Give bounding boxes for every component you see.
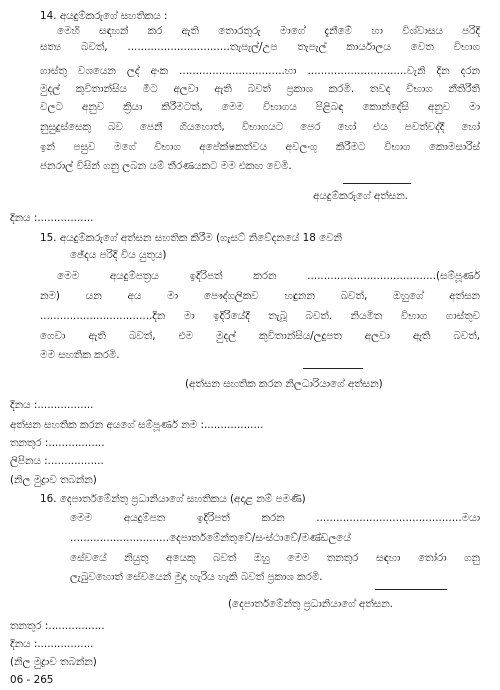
text-line: නුසුදුස්සෙකු බව පෙනී ගියහොත්, විභාගයට පෙර හෝ එය පවත්වද්දී හෝ [40,121,480,133]
section-14-text [57,25,480,38]
full-name-field: අත්සන සහතික කරන අයගේ සම්පූර්ණ නම :.................. [10,419,264,431]
text-line: මෙහි සඳහන් කර ඇති තොරතුරු මාගේ දැනීමේ හා විශ්වාසය පරිදි [57,25,480,37]
official-stamp-note: (නිල මුද්‍රාව තබන්න) [10,474,97,486]
text-line: ජනරාල් විසින් ගනු ලබන යම් තීරණයකට මම එකඟ වෙමි. [40,160,292,172]
text-line: සේවයේ නියුතු අයෙකු බවත් ඔහු මෙම තනතුර සඳහා තෝරා ගනු [70,552,480,564]
designation-field: තනතුර :................. [10,437,105,449]
signature-caption: අයදුම්කරුගේ අත්සන. [313,190,408,202]
official-stamp-note: (නිල මුද්‍රාව තබන්න) [10,656,97,668]
text-line: මුදල් කුවිතාන්සිය මීට අලවා ඇති බවත් ප්‍රකාශ කරමි. තවද විභාග නීතිරීති [40,83,480,95]
date-field: දිනය :................. [10,399,94,411]
text-line: මම සහතික කරමි. [40,349,120,361]
date-field: දිනය :................. [10,638,94,650]
section-15-heading-cont: ඡේදය පරිදි විය යුතුය) [70,249,167,261]
text-line: ගෙවා ඇති බවත්, එම මුදල් කුවිතාන්සිය/ලදුපත අලවා ඇති බවත්, [40,330,480,342]
text-line: ඉන් පසුව මගේ විභාග අපේක්ෂකත්වය අවලංගු කිරීමට විභාග කොමසාරිස් [40,141,480,153]
signature-line [303,368,363,369]
address-field: ලිපිනය :................. [10,455,104,467]
text-line: මෙම අයදුම්පත ඉදිරිපත් කරන ............................................මයා [70,512,480,524]
text-line: ගාස්තු වශයෙන ලද් අංක ................................හා ..............................වැනි දින දරන [40,65,480,77]
signature-caption: (දෙපාර්තමේන්තු ප්‍රධානියාගේ අත්සන. [228,598,393,610]
text-line: ..................................දින මා ඉදිරියේදී තැබූ බවත්. නියමිත විභාග ගාස්තුව [40,310,480,322]
signature-line [375,589,447,590]
text-line: සත්‍ය බවත්, ...............................තැපැල්/උප තැපැල් කාර්යාලය වෙත විභාග [40,41,480,53]
text-line: ලැබුවහොත් සේවයෙන් මුදා හැරිය හැකි බවත් ප්‍රකාශ කරමි. [70,571,323,583]
section-15-heading: 15. අයදුම්කරුගේ අත්සන සහතික කිරීම (ගැසට් නිවේදනයේ 18 වෙනි [40,232,343,244]
text-line: මෙම අයදුම්පත්‍රය ඉදිරිපත් කරන .......................................(සම්පූර්ණ [57,270,480,282]
text-line: වලට අනුව ක්‍රියා කිරීමටත්, මෙම විභාගය පිළිබඳ කොන්දේසි අනුව මා [40,101,480,113]
signature-line [343,183,411,184]
date-field: දිනය :................. [10,212,94,224]
page-code: 06 - 265 [10,674,54,686]
designation-field: තනතුර :................. [10,620,105,632]
section-14-heading: 14. අයදුම්කරුගේ සහතිකය : [40,10,168,22]
signature-caption: (අත්සන සහතික කරන නිලධාරියාගේ අත්සන) [185,378,383,390]
text-line: ..............................දෙපාර්තමේන්තුවේ/සංස්ථාවේ/මණ්ඩලයේ [70,532,351,544]
text-line: නම) යන අය මා පෞද්ගලිකව හඳුනන බවත්, ඔහුගේ අත්සන [40,290,480,302]
section-16-heading: 16. දෙපාර්තමේන්තු ප්‍රධානියාගේ සහතිකය (අදාළ නම් පමණි) [40,493,306,505]
